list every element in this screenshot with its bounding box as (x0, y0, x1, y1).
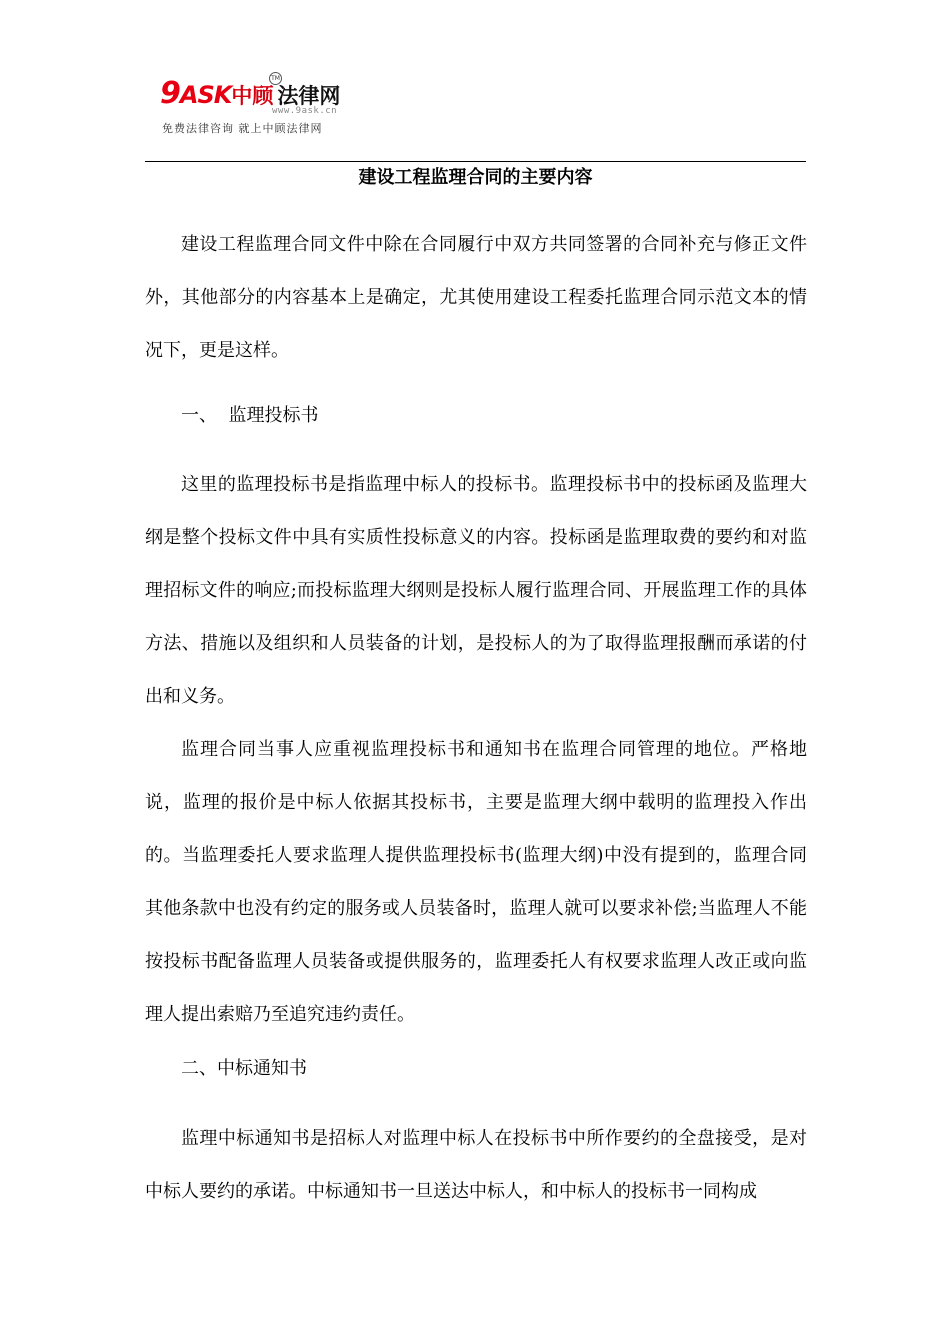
logo-url: www.9ask.cn (272, 106, 338, 116)
logo-ask: ASK (179, 81, 232, 109)
logo-zhonggu: 中顾 (231, 84, 274, 108)
paragraph-bid-importance: 监理合同当事人应重视监理投标书和通知书在监理合同管理的地位。严格地说，监理的报价是中标人依据其投标书，主要是监理大纲中载明的监理投入作出的。当监理委托人要求监理人提供监理投标书(监理大纲)中没有提到的，监理合同其他条款中也没有约定的服务或人员装备时，监理人就可以要求补偿;当监理人不能按投标书配备监理人员装备或提供服务的，监理委托人有权要求监理人改正或向监理人提出索赔乃至追究违约责任。 (145, 739, 807, 1025)
trademark-icon: TM (269, 72, 282, 85)
logo-slogan: 免费法律咨询 就上中顾法律网 (162, 122, 323, 135)
paragraph-bid-definition: 这里的监理投标书是指监理中标人的投标书。监理投标书中的投标函及监理大纲是整个投标文件中具有实质性投标意义的内容。投标函是监理取费的要约和对监理招标文件的响应;而投标监理大纲则是投标人履行监理合同、开展监理工作的具体方法、措施以及组织和人员装备的计划，是投标人的为了取得监理报酬而承诺的付出和义务。 (145, 474, 807, 707)
logo-falv: 法律网 (277, 84, 341, 108)
logo-nine: 9 (160, 76, 180, 111)
section-heading-2: 二、中标通知书 (181, 1058, 307, 1079)
paragraph-award-notice: 监理中标通知书是招标人对监理中标人在投标书中所作要约的全盘接受，是对中标人要约的承诺。中标通知书一旦送达中标人，和中标人的投标书一同构成 (145, 1128, 807, 1202)
paragraph-intro: 建设工程监理合同文件中除在合同履行中双方共同签署的合同补充与修正文件外，其他部分的内容基本上是确定，尤其使用建设工程委托监理合同示范文本的情况下，更是这样。 (145, 234, 807, 361)
header-divider (145, 161, 806, 162)
site-logo[interactable] (160, 76, 380, 140)
section-heading-1: 一、 监理投标书 (181, 405, 319, 426)
document-title: 建设工程监理合同的主要内容 (358, 167, 593, 188)
